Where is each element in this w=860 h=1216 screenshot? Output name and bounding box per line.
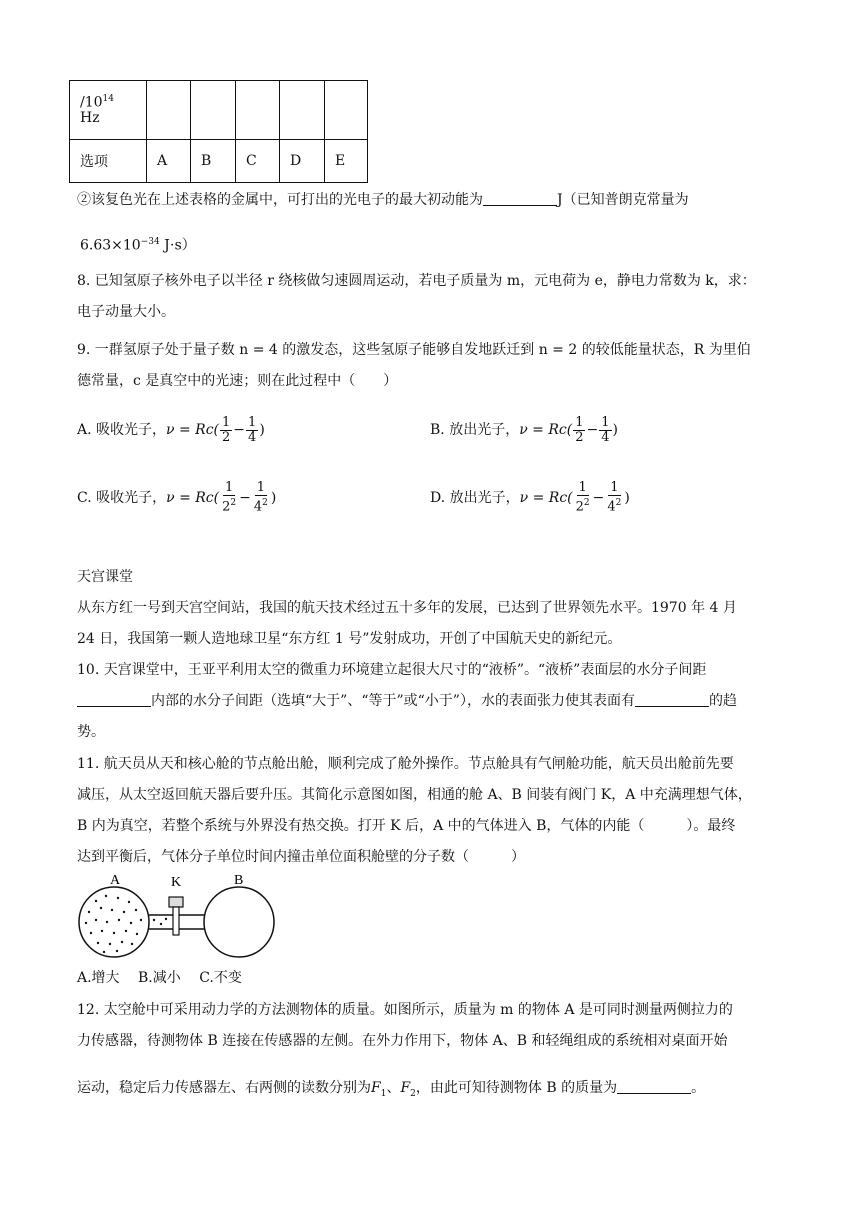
airlock-diagram (74, 868, 284, 960)
answer-blank[interactable] (77, 692, 151, 707)
q12-line1: 12. 太空舱中可采用动力学的方法测物体的质量。如图所示，质量为 m 的物体 A 是可同时测量两侧拉力的 (77, 1002, 733, 1018)
answer-blank[interactable] (635, 692, 709, 707)
q8-line2: 电子动量大小。 (77, 304, 175, 320)
q11-line2: 减压，从太空返回航天器后要升压。其简化示意图如图，相通的舱 A、B 间装有阀门 K，A 中充满理想气体， (77, 787, 752, 803)
chamber-b (204, 887, 274, 957)
label-b: B (234, 873, 244, 888)
section-title: 天宫课堂 (77, 569, 133, 585)
section-intro-line1: 从东方红一号到天宫空间站，我国的航天技术经过五十多年的发展，已达到了世界领先水平。1970 年 4 月 (77, 600, 737, 616)
frequency-table (69, 80, 368, 183)
q10-line2: 内部的水分子间距（选填“大于”、“等于”或“小于”），水的表面张力使其表面有 的趋 (77, 691, 737, 711)
table-cell (236, 81, 280, 140)
table-cell (191, 81, 236, 140)
valve-k (169, 897, 183, 907)
table-cell-option-d: D (280, 140, 325, 183)
q11-line3: B 内为真空，若整个系统与外界没有热交换。打开 K 后，A 中的气体进入 B，气体的内能（ ）。最终 (77, 818, 736, 834)
section-intro-line2: 24 日，我国第一颗人造地球卫星“东方红 1 号”发射成功，开创了中国航天史的新纪元。 (77, 631, 622, 647)
q9-option-b[interactable]: B. 放出光子，ν = Rc( $\frac{1}{2}$ − $\frac{1}{4}$ ) (430, 414, 618, 445)
table-cell-option-c: C (236, 140, 280, 183)
q11-line4: 达到平衡后，气体分子单位时间内撞击单位面积舱壁的分子数（ ） (77, 849, 525, 865)
table-cell-option-e: E (325, 140, 368, 183)
q9-line1: 9. 一群氢原子处于量子数 n = 4 的激发态，这些氢原子能够自发地跃迁到 n = 2 的较低能量状态，R 为里伯 (77, 342, 751, 358)
q9-line2: 德常量，c 是真空中的光速；则在此过程中（ ） (77, 373, 398, 389)
table-cell (325, 81, 368, 140)
table-row (70, 81, 368, 140)
answer-blank[interactable] (617, 1079, 691, 1094)
table-cell-freq-label: $/10^{14}$ Hz (70, 81, 147, 140)
planck-constant: $6.63\times 10^{-34}$ J⋅s） (80, 237, 196, 254)
q11-choices[interactable]: A.增大 B.减小 C.不变 (77, 970, 242, 986)
table-cell (147, 81, 191, 140)
q9-option-a[interactable]: A. 吸收光子，ν = Rc( $\frac{1}{2}$ − $\frac{1}{4}$ ) (77, 414, 265, 445)
q11-line1: 11. 航天员从天和核心舱的节点舱出舱，顺利完成了舱外操作。节点舱具有气闸舱功能，航天员出舱前先要 (77, 756, 734, 772)
table-cell-option-label: 选项 (70, 140, 147, 183)
q10-line3: 势。 (77, 724, 105, 740)
q7-part2-line: ②该复色光在上述表格的金属中，可打出的光电子的最大初动能为 J（已知普朗克常量为 (77, 192, 689, 208)
label-a: A (110, 873, 121, 888)
chamber-a (79, 887, 149, 957)
table-cell (280, 81, 325, 140)
q8-line1: 8. 已知氢原子核外电子以半径 r 绕核做匀速圆周运动，若电子质量为 m，元电荷为 e，静电力常数为 k，求： (77, 273, 756, 289)
q10-line1: 10. 天宫课堂中，王亚平利用太空的微重力环境建立起很大尺寸的“液桥”。“液桥”表面层的水分子间距 (77, 662, 707, 678)
q12-line3: 运动，稳定后力传感器左、右两侧的读数分别为$F_1$、$F_2$，由此可知待测物体 B 的质量为 。 (77, 1080, 706, 1099)
table-cell-option-a: A (147, 140, 191, 183)
label-k: K (171, 875, 182, 890)
table-cell-option-b: B (191, 140, 236, 183)
table-row (70, 140, 368, 183)
q12-line2: 力传感器，待测物体 B 连接在传感器的左侧。在外力作用下，物体 A、B 和轻绳组成的系统相对桌面开始 (77, 1033, 728, 1049)
q9-option-c[interactable]: C. 吸收光子，ν = Rc( $\frac{1}{2^2}$ − $\frac{1}{4^2}$ ) (77, 480, 277, 515)
q9-option-d[interactable]: D. 放出光子，ν = Rc( $\frac{1}{2^2}$ − $\frac{1}{4^2}$ ) (430, 480, 630, 515)
answer-blank[interactable] (483, 191, 557, 206)
gas-molecules (85, 895, 167, 953)
